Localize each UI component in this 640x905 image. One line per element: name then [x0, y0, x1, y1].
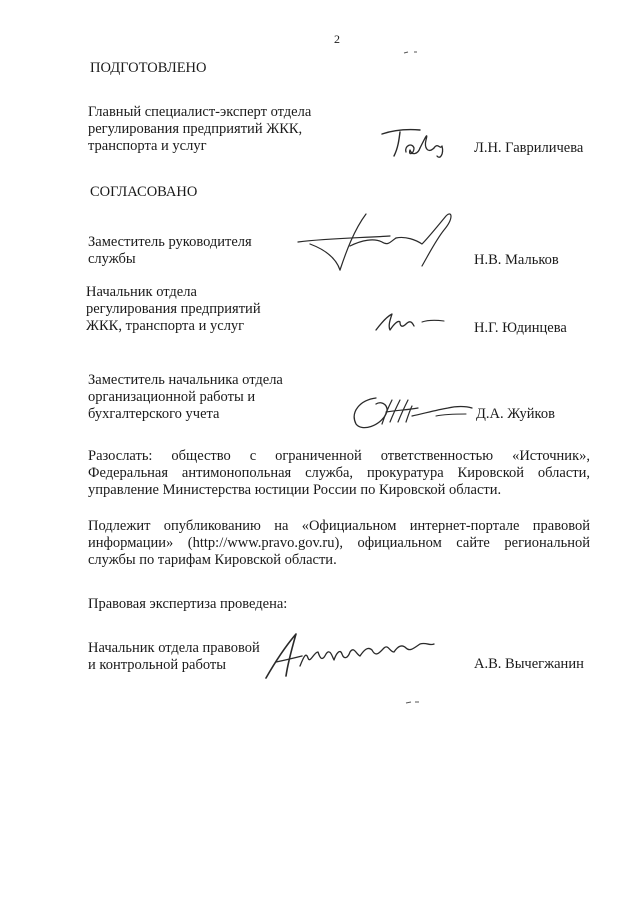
- prepared-heading: ПОДГОТОВЛЕНО: [90, 60, 207, 76]
- position-line: Заместитель руководителя: [88, 234, 252, 250]
- position-line: Главный специалист-эксперт отдела: [88, 104, 312, 120]
- page-number: 2: [334, 32, 340, 46]
- position-line: регулирования предприятий: [86, 301, 261, 317]
- legal-review-position: [88, 640, 260, 674]
- publication-text: Подлежит опубликованию на «Официальном интернет-портале правовой информации» (http://www.pravo.gov.ru), официальном сайте региональной службы по тарифам Кировской области.: [88, 518, 590, 568]
- prepared-position: [88, 104, 311, 155]
- distribution-text: Разослать: общество с ограниченной ответственностью «Источник», Федеральная антимонопольная служба, прокуратура Кировской области, управление Министерства юстиции России по Кировской области.: [88, 448, 590, 498]
- position-line: организационной работы и: [88, 389, 256, 405]
- signature-vychegzhanin: [262, 628, 442, 688]
- position-line: службы: [88, 251, 136, 267]
- approved-signer-3-position: [88, 372, 283, 423]
- legal-review-heading: Правовая экспертиза проведена:: [88, 596, 288, 612]
- position-line: и контрольной работы: [88, 657, 226, 673]
- position-line: Начальник отдела: [86, 284, 197, 300]
- signature-malkov: [290, 208, 470, 278]
- distribution-paragraph: [88, 448, 590, 499]
- position-line: Начальник отдела правовой: [88, 640, 260, 656]
- signature-yudintseva: [372, 308, 462, 338]
- signature-gavrilicheva: [380, 126, 460, 166]
- approved-signer-1-position: [88, 234, 252, 268]
- position-line: ЖКК, транспорта и услуг: [86, 318, 245, 334]
- position-line: Заместитель начальника отдела: [88, 372, 283, 388]
- position-line: регулирования предприятий ЖКК,: [88, 121, 303, 137]
- legal-review-signer-name: А.В. Вычегжанин: [474, 656, 584, 672]
- position-line: бухгалтерского учета: [88, 406, 220, 422]
- position-line: транспорта и услуг: [88, 138, 207, 154]
- approved-signer-3-name: Д.А. Жуйков: [476, 406, 555, 422]
- approved-signer-1-name: Н.В. Мальков: [474, 252, 559, 268]
- approved-heading: СОГЛАСОВАНО: [90, 184, 198, 200]
- publication-paragraph: [88, 518, 590, 569]
- signature-zhuikov: [346, 392, 476, 442]
- approved-signer-2-position: [86, 284, 261, 335]
- approved-signer-2-name: Н.Г. Юдинцева: [474, 320, 567, 336]
- prepared-signer-name: Л.Н. Гавриличева: [474, 140, 584, 156]
